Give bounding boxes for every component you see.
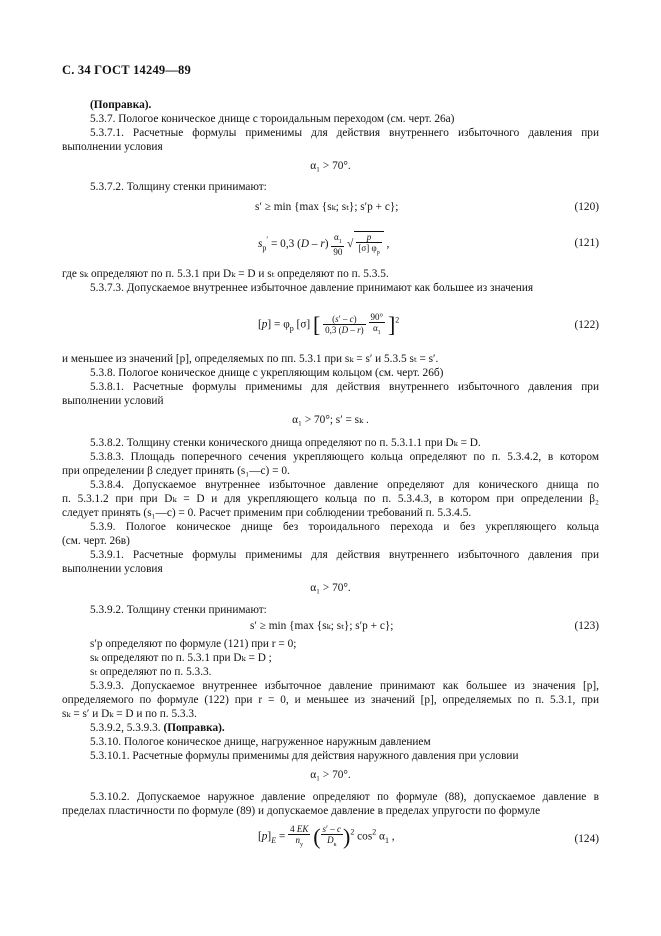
para-5-3-9-1-line1: 5.3.9.1. Расчетные формулы применимы для действия внутреннего избыточного давления при [90, 549, 599, 561]
equation-number-122: (122) [574, 319, 599, 331]
para-5-3-7-1-line2: выполнении условия [62, 141, 163, 153]
formula-124: $[p]_E$ = $\frac{4 EK}{n_у}$ ( $\frac{s' - c}{D_к}$ )$^2$ $\cos^2 \alpha_1$ , [258, 823, 395, 849]
para-5-3-8-2: 5.3.8.2. Толщину стенки конического днища определяют по п. 5.3.1.1 при Dₖ = D. [90, 437, 481, 449]
para-5-3-9-3-line2: определяемого по формуле (122) при r = 0, и меньшее из значений [p], определяемых по п. 5.3.1, при [62, 694, 599, 706]
equation-number-120: (120) [574, 201, 599, 213]
section-5-3-9-line1: 5.3.9. Пологое коническое днище без тороидального перехода и без укрепляющего кольца [90, 521, 599, 533]
para-5-3-9-2: 5.3.9.2. Толщину стенки принимают: [90, 604, 267, 616]
para-5-3-7-3-cont: и меньшее из значений [p], определяемых по пп. 5.3.1 при sₖ = s′ и 5.3.5 sₜ = s′. [62, 353, 439, 365]
amendment-ref-label: (Поправка). [163, 722, 225, 734]
condition-4: α₁ > 70°. [310, 769, 351, 781]
amendment-ref [90, 721, 225, 735]
note-s-p: s′р определяют по формуле (121) при r = 0; [90, 638, 297, 650]
equation-number-124: (124) [574, 833, 599, 845]
para-5-3-7-3: 5.3.7.3. Допускаемое внутреннее избыточное давление принимают как большее из значения [90, 282, 534, 294]
amendment-note: (Поправка). [90, 99, 152, 111]
para-5-3-10-1: 5.3.10.1. Расчетные формулы применимы для действия наружного давления при условии [90, 750, 519, 762]
section-5-3-7-title: 5.3.7. Пологое коническое днище с тороидальным переходом (см. черт. 26а) [90, 113, 455, 125]
condition-1: α₁ > 70°. [310, 160, 351, 172]
formula-122: $[p] = \varphi_р$ [σ] [ $\frac{(s' - c)}{0,3 (D - r)}$ $\frac{90^\circ}{\alpha_1}$ ]$^2$ [258, 311, 400, 337]
where-clause: где sₖ определяют по п. 5.3.1 при Dₖ = D и sₜ определяют по п. 5.3.5. [62, 268, 389, 280]
section-5-3-10-title: 5.3.10. Пологое коническое днище, нагруженное наружным давлением [90, 736, 431, 748]
condition-2: α₁ > 70°; s′ = sₖ . [292, 414, 369, 426]
formula-123: s′ ≥ min {max {sₖ; sₜ}; s′р + c}; [250, 620, 394, 632]
para-5-3-9-3-line1: 5.3.9.3. Допускаемое внутреннее избыточное давление принимают как большее из значения [p], [90, 680, 599, 692]
para-5-3-9-1-line2: выполнении условия [62, 563, 163, 575]
equation-number-121: (121) [574, 237, 599, 249]
para-5-3-10-2-line2: пределах пластичности по формуле (89) и допускаемое давление в пределах упругости по формуле [62, 805, 541, 817]
formula-120: s′ ≥ min {max {sₖ; sₜ}; s′р + c}; [255, 201, 399, 213]
note-s-k: sₖ определяют по п. 5.3.1 при Dₖ = D ; [90, 652, 272, 664]
page-header: С. 34 ГОСТ 14249—89 [62, 63, 191, 77]
para-5-3-8-1-line2: выполнении условий [62, 395, 164, 407]
para-5-3-8-3-line1: 5.3.8.3. Площадь поперечного сечения укрепляющего кольца определяют по п. 5.3.4.2, в котором [90, 451, 599, 463]
equation-number-123: (123) [574, 620, 599, 632]
para-5-3-7-2: 5.3.7.2. Толщину стенки принимают: [90, 181, 267, 193]
para-5-3-8-4-line2: п. 5.3.1.2 при при Dₖ = D и для укрепляющего кольца по п. 5.3.4.3, в котором при определении β₂ [62, 493, 599, 505]
para-5-3-9-3-line3: sₖ = s′ и Dₖ = D и по п. 5.3.3. [62, 708, 197, 720]
para-5-3-8-4-line1: 5.3.8.4. Допускаемое внутреннее избыточное давление определяют для конического днища по [90, 479, 599, 491]
para-5-3-8-3-line2: при определении β следует принять (s₁—c) = 0. [62, 465, 290, 477]
para-5-3-7-1-line1: 5.3.7.1. Расчетные формулы применимы для действия внутреннего избыточного давления при [90, 127, 599, 139]
para-5-3-10-2-line1: 5.3.10.2. Допускаемое наружное давление определяют по формуле (88), допускаемое давление в [90, 791, 599, 803]
para-5-3-8-1-line1: 5.3.8.1. Расчетные формулы применимы для действия внутреннего избыточного давления при [90, 381, 599, 393]
condition-3: α₁ > 70°. [310, 582, 351, 594]
note-s-t: sₜ определяют по п. 5.3.3. [90, 666, 212, 678]
section-5-3-9-line2: (см. черт. 26в) [62, 535, 130, 547]
section-5-3-8-title: 5.3.8. Пологое коническое днище с укрепляющим кольцом (см. черт. 26б) [90, 367, 444, 379]
amendment-ref-sections: 5.3.9.2, 5.3.9.3. [90, 722, 161, 734]
formula-121: $s_р' = 0,3$ (D – r) $\frac{\alpha_1}{90}$ √ $\frac{p}{[\sigma] \varphi_р}$ , [258, 231, 390, 258]
para-5-3-8-4-line3: следует принять (s₁—c) = 0. Расчет применим при соблюдении требований п. 5.3.4.5. [62, 507, 472, 519]
